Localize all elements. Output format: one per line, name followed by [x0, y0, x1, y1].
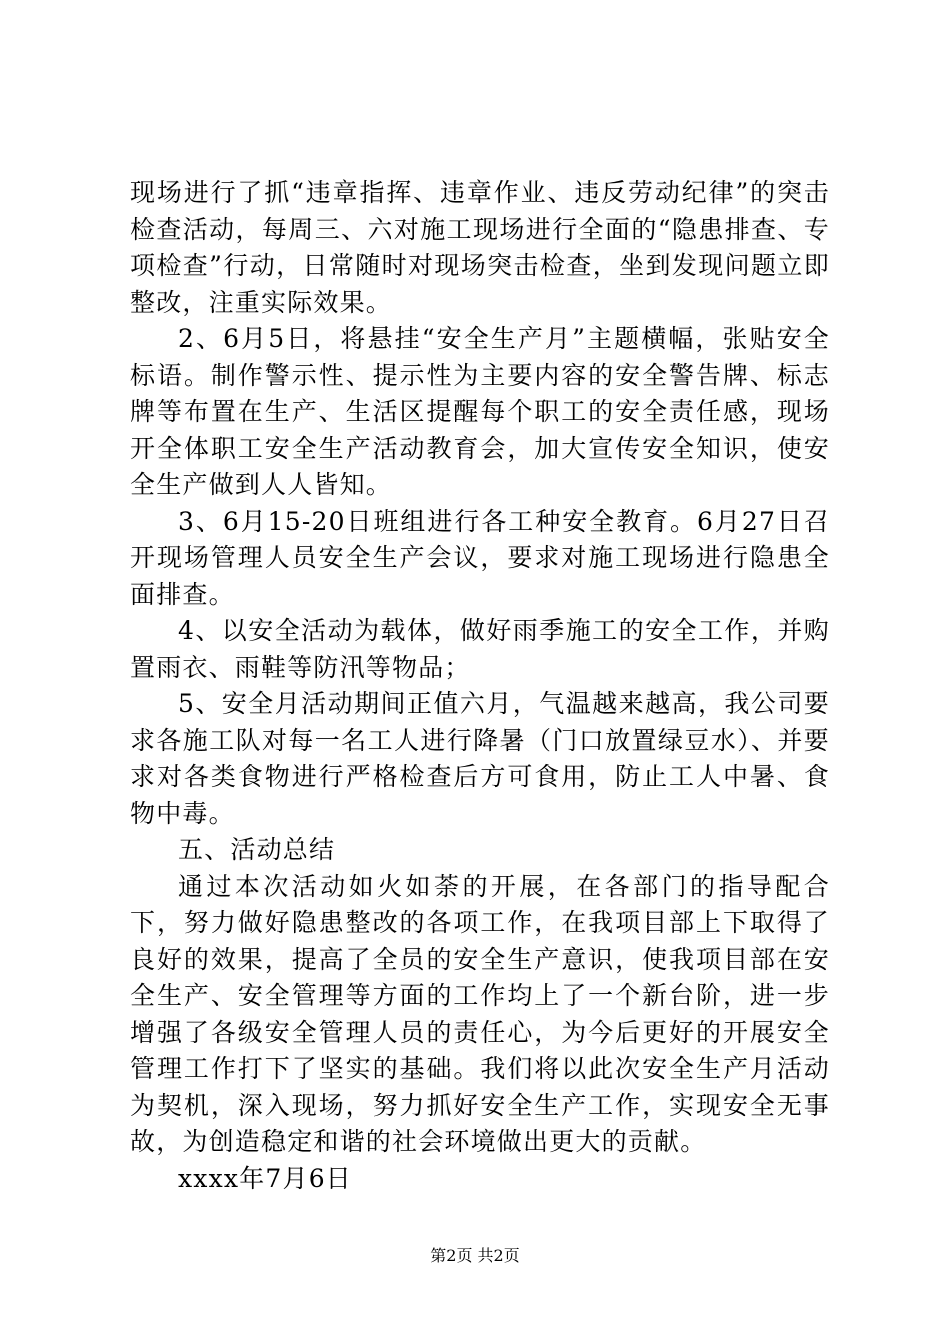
document-body — [130, 175, 830, 1197]
document-date: xxxx年7月6日 — [178, 1163, 353, 1193]
page-footer: 第2页 共2页 — [430, 1246, 520, 1265]
paragraph-summary: 通过本次活动如火如荼的开展，在各部门的指导配合下，努力做好隐患整改的各项工作，在我项目部上下取得了良好的效果，提高了全员的安全生产意识，使我项目部在安全生产、安全管理等方面的工作均上了一个新台阶，进一步增强了各级安全管理人员的责任心，为今后更好的开展安全管理工作打下了坚实的基础。我们将以此次安全生产月活动为契机，深入现场，努力抓好安全生产工作，实现安全无事故，为创造稳定和谐的社会环境做出更大的贡献。 — [130, 871, 830, 1156]
paragraph-item-5: 5、安全月活动期间正值六月，气温越来越高，我公司要求各施工队对每一名工人进行降暑（门口放置绿豆水）、并要求对各类食物进行严格检查后方可食用，防止工人中暑、食物中毒。 — [130, 689, 830, 828]
section-heading-summary: 五、活动总结 — [178, 835, 336, 864]
paragraph-item-2: 2、6月5日，将悬挂“安全生产月”主题横幅，张贴安全标语。制作警示性、提示性为主要内容的安全警告牌、标志牌等布置在生产、生活区提醒每个职工的安全责任感，现场开全体职工安全生产活动教育会，加大宣传安全知识，使安全生产做到人人皆知。 — [130, 324, 830, 499]
paragraph-inspection-continued: 现场进行了抓“违章指挥、违章作业、违反劳动纪律”的突击检查活动，每周三、六对施工现场进行全面的“隐患排查、专项检查”行动，日常随时对现场突击检查，坐到发现问题立即整改，注重实际效果。 — [130, 178, 830, 317]
paragraph-item-3: 3、6月15-20日班组进行各工种安全教育。6月27日召开现场管理人员安全生产会议，要求对施工现场进行隐患全面排查。 — [130, 506, 830, 609]
paragraph-item-4: 4、以安全活动为载体，做好雨季施工的安全工作，并购置雨衣、雨鞋等防汛等物品； — [130, 616, 830, 682]
